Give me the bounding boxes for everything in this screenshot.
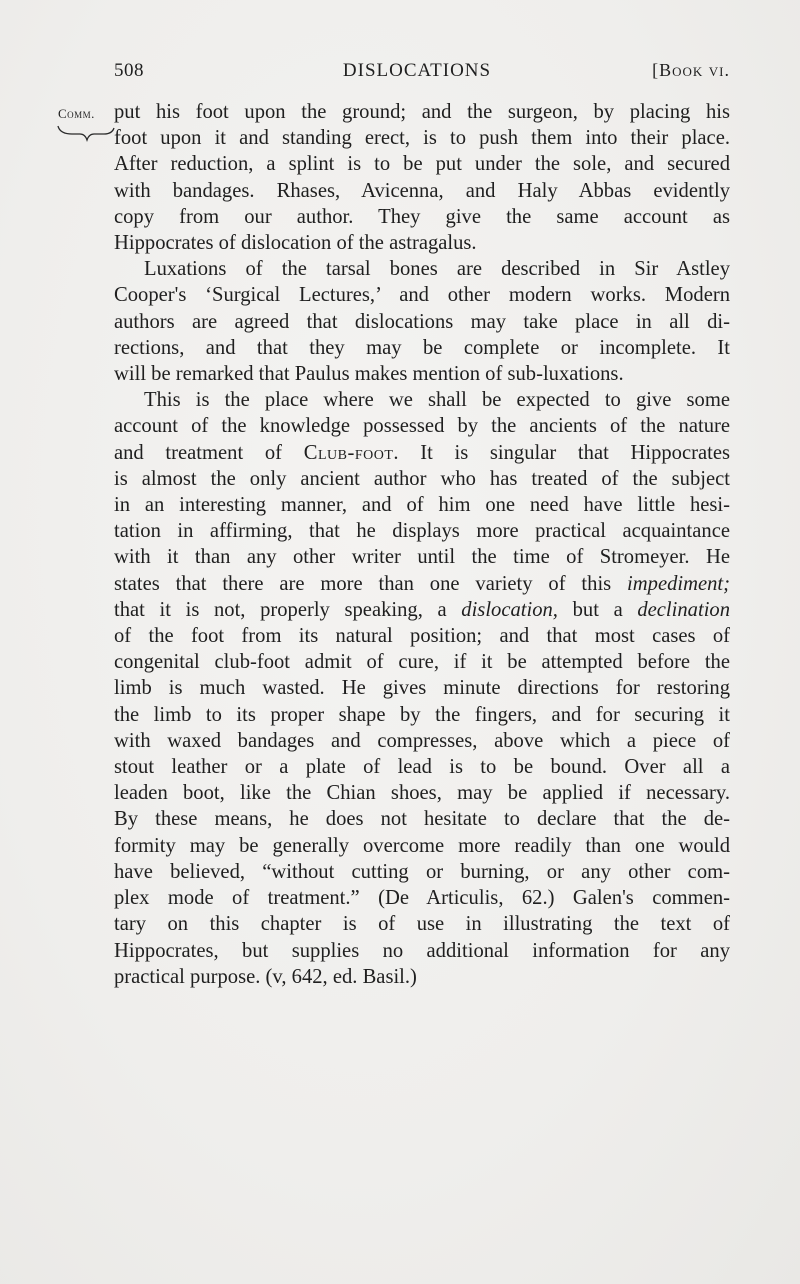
text-line: is almost the only ancient author who has treated of the subject	[114, 467, 730, 490]
text-line: that it is not, properly speaking, a dislocation, but a declination	[114, 598, 730, 621]
text-line: will be remarked that Paulus makes mention of sub-luxations.	[114, 363, 624, 386]
page-number: 508	[114, 60, 144, 81]
text-line: congenital club-foot admit of cure, if it be attempted before the	[114, 651, 730, 674]
text-line: the limb to its proper shape by the fingers, and for securing it	[114, 703, 730, 726]
text-line: in an interesting manner, and of him one need have little hesi-	[114, 494, 730, 517]
text-line: Cooper's ‘Surgical Lectures,’ and other modern works. Modern	[114, 284, 730, 307]
text-line: and treatment of Club-foot. It is singular that Hippocrates	[114, 441, 730, 464]
body-text	[114, 99, 730, 990]
text-line: By these means, he does not hesitate to declare that the de-	[114, 808, 730, 831]
text-line: foot upon it and standing erect, is to push them into their place.	[114, 127, 730, 150]
text-line: plex mode of treatment.” (De Articulis, 62.) Galen's commen-	[114, 887, 730, 910]
book-reference: [Book vi.	[652, 60, 730, 80]
text-line: tation in affirming, that he displays more practical acquaintance	[114, 520, 730, 543]
margin-note: Comm.	[58, 106, 95, 121]
text-line: with it than any other writer until the time of Stromeyer. He	[114, 546, 730, 569]
text-line: with bandages. Rhases, Avicenna, and Haly Abbas evidently	[114, 179, 730, 202]
text-line: tary on this chapter is of use in illustrating the text of	[114, 913, 730, 936]
text-line: with waxed bandages and compresses, above which a piece of	[114, 729, 730, 752]
text-line: stout leather or a plate of lead is to be bound. Over all a	[114, 756, 730, 779]
margin-brace-icon	[56, 122, 116, 144]
text-line: Hippocrates of dislocation of the astragalus.	[114, 232, 477, 255]
text-line: have believed, “without cutting or burning, or any other com-	[114, 860, 730, 883]
page-header	[114, 60, 730, 86]
text-line: Luxations of the tarsal bones are described in Sir Astley	[144, 258, 730, 281]
text-line: leaden boot, like the Chian shoes, may be applied if necessary.	[114, 782, 730, 805]
text-line: formity may be generally overcome more readily than one would	[114, 834, 730, 857]
text-line: After reduction, a splint is to be put under the sole, and secured	[114, 153, 730, 176]
text-line: account of the knowledge possessed by the ancients of the nature	[114, 415, 730, 438]
text-line: authors are agreed that dislocations may take place in all di-	[114, 310, 730, 333]
text-line: of the foot from its natural position; and that most cases of	[114, 625, 730, 648]
running-title: DISLOCATIONS	[342, 60, 492, 81]
text-line: states that there are more than one variety of this impediment;	[114, 572, 730, 595]
text-line: limb is much wasted. He gives minute directions for restoring	[114, 677, 730, 700]
text-line: Hippocrates, but supplies no additional information for any	[114, 939, 730, 962]
text-line: This is the place where we shall be expected to give some	[144, 389, 730, 412]
text-line: rections, and that they may be complete or incomplete. It	[114, 336, 730, 359]
text-line: copy from our author. They give the same account as	[114, 205, 730, 228]
text-line: practical purpose. (v, 642, ed. Basil.)	[114, 965, 417, 988]
text-line: put his foot upon the ground; and the surgeon, by placing his	[114, 101, 730, 123]
